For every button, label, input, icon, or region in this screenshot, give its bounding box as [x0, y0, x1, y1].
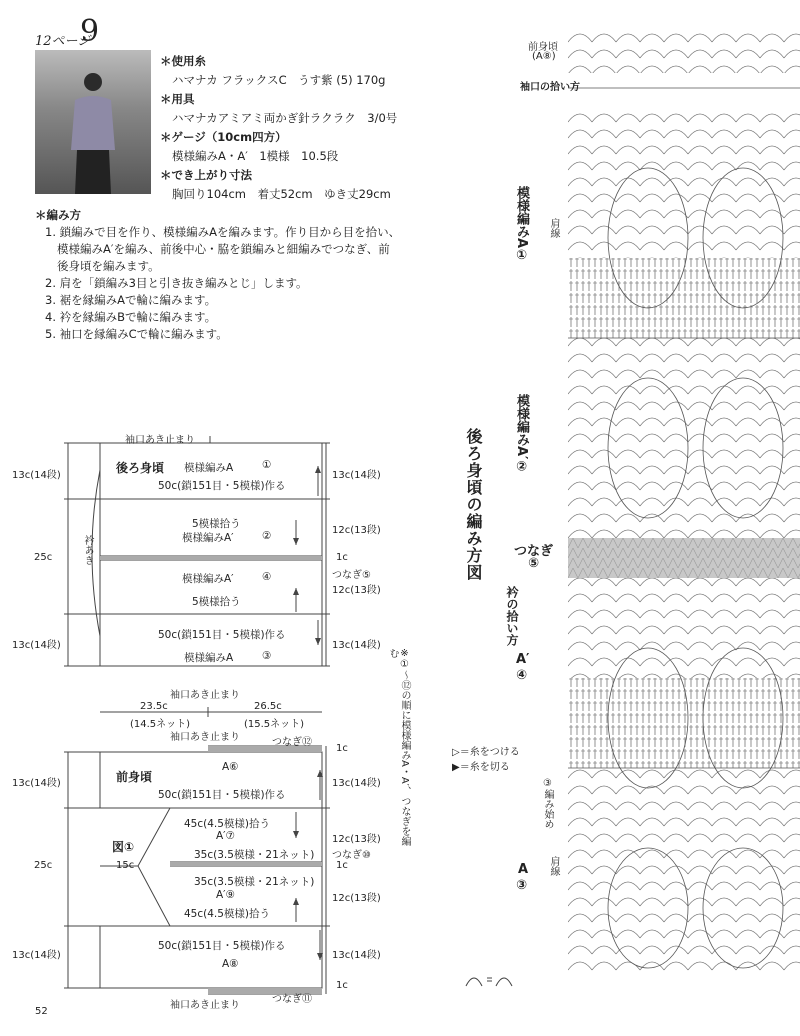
front-l13b: 13c(14段)	[12, 950, 61, 961]
front-a7: A′⑦	[216, 830, 235, 842]
back-r1a: 1c	[336, 552, 348, 563]
front-net35a: 35c(3.5模様・21ネット)	[194, 849, 315, 861]
chart-neck-pick: 衿の拾い方	[505, 586, 519, 646]
back-r13b: 13c(14段)	[332, 640, 381, 651]
front-sleeve-top: 袖口あき止まり	[170, 732, 240, 743]
back-num1: ①	[262, 459, 272, 471]
front-c15: 15c	[116, 860, 135, 871]
front-join10: つなぎ⑩	[332, 850, 371, 861]
method-step2: 2. 肩を「鎖編み3目と引き抜き編みとじ」します。	[45, 276, 308, 290]
front-join11: つなぎ⑪	[272, 994, 312, 1005]
tools-value: ハマナカアミアミ両かぎ針ラクラク 3/0号	[172, 111, 398, 125]
front-cast2: 50c(鎖151目・5模様)作る	[158, 940, 286, 952]
back-pat-a2: 模様編みA′	[182, 532, 234, 544]
order-note: ※①〜⑫の順に模様編みA・A′、つなぎを編む	[387, 648, 410, 846]
yarn-value: ハマナカ フラックスC うす紫 (5) 170g	[172, 73, 386, 87]
chart-front-a8: 前身頃	[528, 42, 558, 53]
chart-sleeve-pick: 袖口の拾い方	[520, 82, 580, 93]
page-ref: 12ページ	[35, 34, 91, 49]
size-value: 胸回り104cm 着丈52cm ゆき丈29cm	[172, 187, 391, 201]
front-r12a: 12c(13段)	[332, 834, 381, 845]
chart-join5-num: ⑤	[528, 556, 540, 571]
size-title: ＊でき上がり寸法	[160, 168, 252, 182]
front-title: 前身頃	[116, 770, 153, 784]
back-r12b: 12c(13段)	[332, 585, 381, 596]
front-net35b: 35c(3.5模様・21ネット)	[194, 876, 315, 888]
back-pick2: 5模様拾う	[192, 596, 241, 608]
page-number: 52	[35, 1006, 48, 1017]
legend-attach-icon: ▷	[452, 747, 460, 758]
chart-title: 後ろ身頃の編み方図	[464, 428, 483, 581]
front-r13a: 13c(14段)	[332, 778, 381, 789]
back-num4: ④	[262, 571, 272, 583]
back-l25: 25c	[34, 552, 53, 563]
front-r1a: 1c	[336, 743, 348, 754]
crochet-chart	[568, 28, 800, 976]
back-pat-a1: 模様編みA	[184, 462, 234, 474]
back-num2: ②	[262, 530, 272, 542]
front-r1c: 1c	[336, 980, 348, 991]
front-pick45b: 45c(4.5模様)拾う	[184, 908, 271, 920]
gauge-title: ＊ゲージ（10cm四方）	[160, 130, 287, 144]
front-r13b: 13c(14段)	[332, 950, 381, 961]
back-sleeve-bottom: 袖口あき止まり	[170, 690, 240, 701]
gauge-value: 模様編みA・A′ 1模様 10.5段	[172, 149, 339, 163]
method-step5: 5. 袖口を縁編みCで輪に編みます。	[45, 327, 228, 341]
front-l13a: 13c(14段)	[12, 778, 61, 789]
legend-attach	[452, 743, 520, 758]
back-r13a: 13c(14段)	[332, 470, 381, 481]
front-pick45a: 45c(4.5模様)拾う	[184, 818, 271, 830]
chart-pat-a2: 模様編みA′②	[514, 394, 529, 475]
tools-title: ＊用具	[160, 92, 195, 106]
width-right: 26.5c	[254, 701, 282, 712]
width-left-sub: (14.5ネット)	[130, 719, 191, 730]
crochet-chart-graphic	[568, 28, 800, 976]
front-a8: A⑧	[222, 958, 239, 970]
chart-pat-a1: 模様編みA①	[514, 186, 529, 264]
legend-attach-label: ＝糸をつける	[459, 747, 520, 758]
front-a6: A⑥	[222, 761, 239, 773]
chart-join5: つなぎ	[514, 544, 554, 559]
back-num3: ③	[262, 650, 272, 662]
legend-cut	[452, 758, 510, 773]
chart-shoulder2: 肩線	[548, 856, 559, 876]
yarn-title: ＊使用糸	[160, 54, 206, 68]
method-step1b: 模様編みA′を編み、前後中心・脇を鎖編みと細編みでつなぎ、前	[57, 242, 390, 256]
stitch-symbol-icon	[460, 968, 520, 992]
front-fig: 図①	[112, 840, 135, 854]
back-cast2: 50c(鎖151目・5模様)作る	[158, 629, 286, 641]
chart-shoulder1: 肩線	[548, 218, 559, 238]
back-cast1: 50c(鎖151目・5模様)作る	[158, 480, 286, 492]
front-r1b: 1c	[336, 860, 348, 871]
back-neck: 衿あき	[82, 535, 93, 565]
width-right-sub: (15.5ネット)	[244, 719, 305, 730]
method-step4: 4. 衿を縁編みBで輪に編みます。	[45, 310, 217, 324]
front-cast1: 50c(鎖151目・5模様)作る	[158, 789, 286, 801]
chart-a3-num: ③	[516, 878, 528, 893]
back-title: 後ろ身頃	[116, 461, 165, 475]
back-join5: つなぎ⑤	[332, 570, 371, 581]
method-title: ＊編み方	[35, 208, 81, 222]
chart-a4-num: ④	[516, 668, 528, 683]
chart-a4: A′	[516, 652, 530, 667]
back-sleeve-top: 袖口あき止まり	[125, 435, 195, 446]
back-pat-a4: 模様編みA′	[182, 573, 234, 585]
method-step1c: 後身頃を編みます。	[57, 259, 160, 273]
front-r12b: 12c(13段)	[332, 893, 381, 904]
back-pick1: 5模様拾う	[192, 518, 241, 530]
chart-front-a8b: (A⑧)	[532, 51, 556, 62]
back-l13a: 13c(14段)	[12, 470, 61, 481]
method-step1a: 1. 鎖編みで目を作り、模様編みAを編みます。作り目から目を拾い、	[45, 225, 401, 239]
legend-cut-label: ＝糸を切る	[459, 762, 510, 773]
pattern-number: 9	[80, 14, 100, 49]
front-sleeve-bottom: 袖口あき止まり	[170, 1000, 240, 1011]
front-l25: 25c	[34, 860, 53, 871]
chart-start: ③編み始め	[542, 778, 553, 829]
front-join12: つなぎ⑫	[272, 737, 312, 748]
back-r12a: 12c(13段)	[332, 525, 381, 536]
front-a9: A′⑨	[216, 889, 235, 901]
chart-a3: A	[518, 862, 529, 877]
method-step3: 3. 裾を縁編みAで輪に編みます。	[45, 293, 217, 307]
legend-cut-icon: ▶	[452, 762, 460, 773]
back-l13b: 13c(14段)	[12, 640, 61, 651]
width-left: 23.5c	[140, 701, 168, 712]
back-pat-a3: 模様編みA	[184, 652, 234, 664]
